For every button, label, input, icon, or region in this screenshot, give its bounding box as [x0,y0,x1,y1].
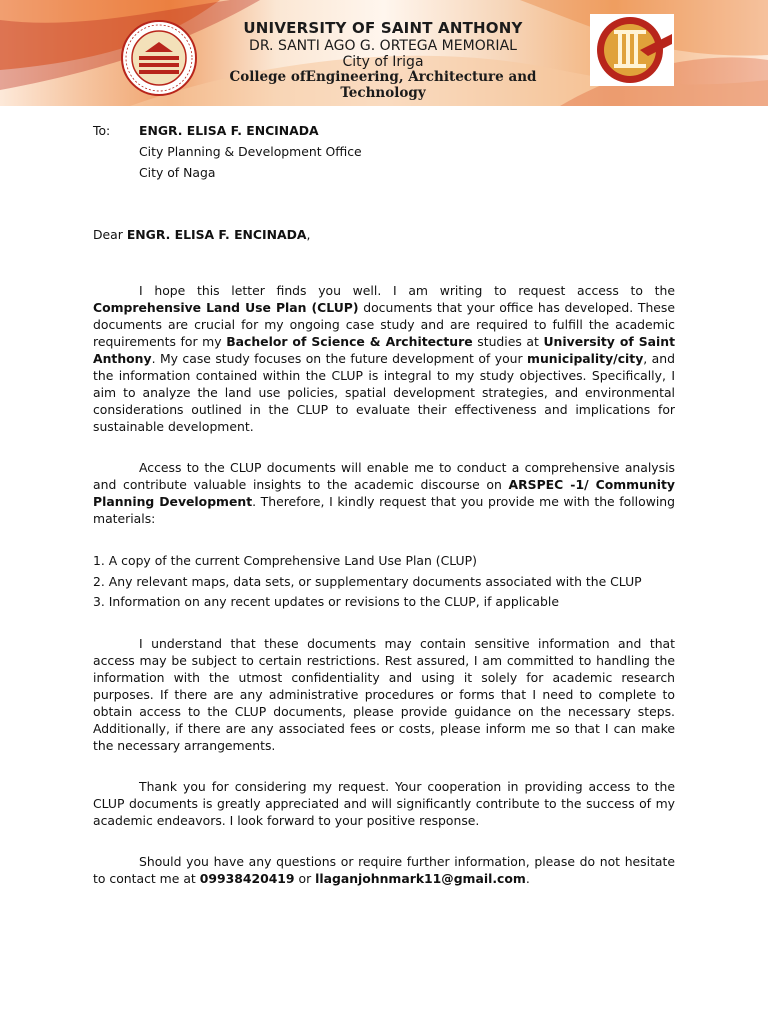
paragraph-confidentiality: I understand that these documents may contain sensitive information and that access may be subject to certain restrictions. Rest assured, I am committed to handling the information with the utmost confidentiality and using it solely for academic research purposes. If there are any administrative procedures or forms that I need to complete to obtain access to the CLUP documents, please provide guidance on the necessary steps. Additionally, if there are any associated fees or costs, please inform me so that I can make the necessary arrangements. [93,635,675,753]
list-item: 3. Information on any recent updates or revisions to the CLUP, if applicable [93,594,559,609]
paragraph-purpose: Access to the CLUP documents will enable me to conduct a comprehensive analysis and contribute valuable insights to the academic discourse on ARSPEC -1/ Community Planning Development. Therefore, I kindly request that you provide me with the following materials: [93,460,675,526]
list-item: 2. Any relevant maps, data sets, or supplementary documents associated with the CLUP [93,573,642,589]
letterhead [0,0,768,106]
salutation-name: ENGR. ELISA F. ENCINADA [126,227,307,242]
recipient-name: ENGR. ELISA F. ENCINADA [139,123,319,138]
recipient-block [93,122,675,185]
university-name: UNIVERSITY OF SAINT ANTHONY [243,19,523,37]
recipient-office: City Planning & Development Office [139,144,362,159]
list-item: 1. A copy of the current Comprehensive Land Use Plan (CLUP) [93,553,477,568]
university-seal-logo [121,20,197,96]
to-label: To: [93,123,111,138]
paragraph-contact: Should you have any questions or require further information, please do not hesitate to contact me at 09938420419 or llaganjohnmark11@gmail.com. [93,853,675,886]
recipient-city: City of Naga [139,165,216,180]
contact-email: llaganjohnmark11@gmail.com [315,870,526,886]
college-name: College ofEngineering, Architecture and Technology [229,69,537,101]
college-seal-logo [590,14,674,86]
university-city: City of Iriga [342,54,424,71]
requested-materials-list [93,552,675,614]
memorial-name: DR. SANTI AGO G. ORTEGA MEMORIAL [249,38,517,55]
paragraph-thanks: Thank you for considering my request. Your cooperation in providing access to the CLUP documents is greatly appreciated and will significantly contribute to the success of my academic endeavors. I look forward to your positive response. [93,778,675,828]
letter-body [93,122,675,887]
paragraph-request: I hope this letter finds you well. I am writing to request access to the Comprehensive Land Use Plan (CLUP) documents that your office has developed. These documents are crucial for my ongoing case study and are required to fulfill the academic requirements for my Bachelor of Science & Architecture studies at University of Saint Anthony. My case study focuses on the future development of your municipality/city, and the information contained within the CLUP is integral to my study objectives. Specifically, I aim to analyze the land use policies, spatial development strategies, and environmental considerations outlined in the CLUP to evaluate their effectiveness and implications for sustainable development. [93,283,675,434]
contact-phone: 09938420419 [199,870,295,886]
salutation: Dear ENGR. ELISA F. ENCINADA, [93,227,311,242]
letterhead-text [200,20,566,101]
